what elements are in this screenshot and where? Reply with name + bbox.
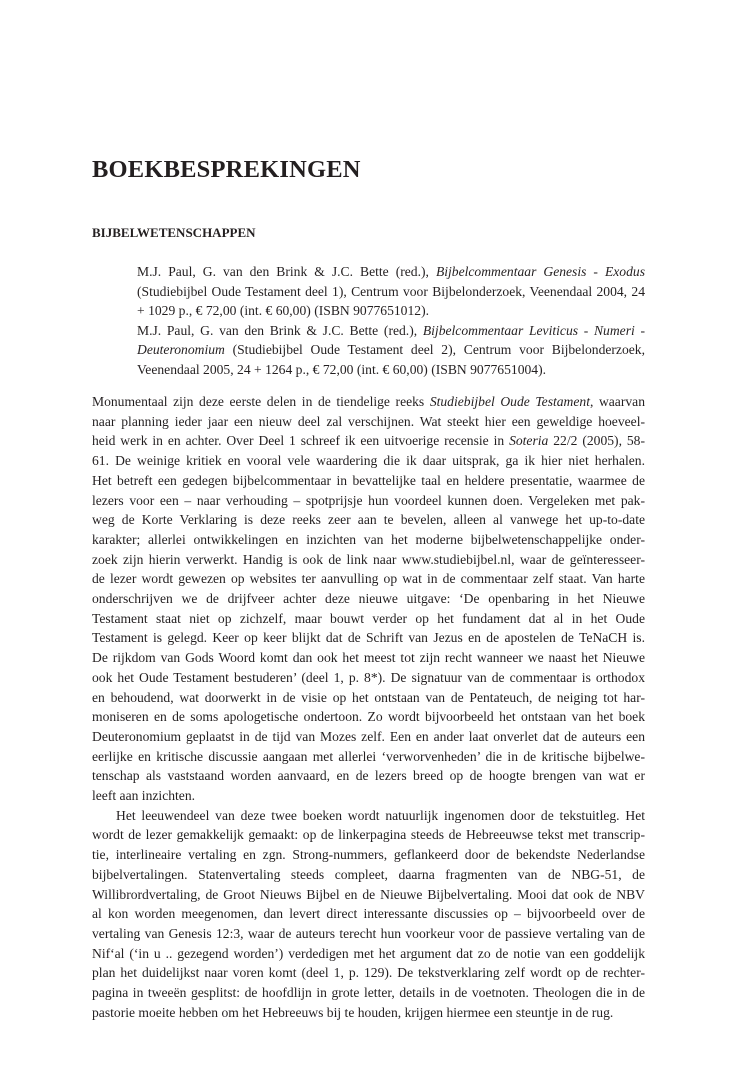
text-line — [92, 530, 645, 550]
text-run: naar planning ieder jaar een nieuw deel zal verschijnen. Wat steekt hier een geweldige hoeveel- — [92, 413, 645, 429]
book-reference-2 — [137, 321, 645, 380]
text-run: Testament staat niet op zichzelf, maar bouwt verder op het fundament dat al in het Oude — [92, 610, 645, 626]
text-line — [92, 924, 645, 944]
text-line — [92, 451, 645, 471]
text-line — [92, 845, 645, 865]
paragraph-2 — [92, 806, 645, 1023]
text-run: al kon worden meegenomen, dan levert direct interessante discussies op – bijvoorbeeld over de — [92, 906, 645, 922]
text-run: karakter; allerlei ontwikkelingen en inzichten van het moderne bijbelwetenschappelijke onder- — [92, 531, 645, 547]
reference-details: (Studiebijbel Oude Testament deel 1), Centrum voor Bijbelonderzoek, Veenendaal 2004, 24 + 1029 p., € 72,00 (int. € 60,00) (ISBN 9077651012). — [137, 283, 645, 319]
text-line — [92, 727, 645, 747]
text-run: bijbelvertalingen. Statenvertaling steeds compleet, daarna fragmenten van de NBG-51, de — [92, 866, 645, 882]
text-run: De rijkdom van Gods Woord komt dan ook het meest tot zijn recht wanneer we naast het Nieuwe — [92, 650, 645, 666]
text-line — [92, 392, 645, 412]
text-run: lezers voor een – naar verhouding – spotprijsje hun voordeel kunnen doen. Vergeleken met pak- — [92, 492, 645, 508]
text-run: pastorie moeite hebben om het Hebreeuws bij te houden, krijgen hiermee een steuntje in de rug. — [92, 1004, 614, 1020]
text-run: vertaling van Genesis 12:3, waar de auteurs terecht hun voorkeur voor de passieve vertaling van de — [92, 925, 645, 941]
reference-details: (Studiebijbel Oude Testament deel 2), Centrum voor Bijbelonderzoek, Veenendaal 2005, 24 + 1264 p., € 72,00 (int. € 60,00) (ISBN 9077651004). — [137, 342, 645, 377]
text-run: moniseren en de soms apologetische ondertoon. Zo wordt bijvoorbeeld het ontstaan van het boek — [92, 709, 645, 725]
text-line — [92, 747, 645, 767]
text-line — [92, 471, 645, 491]
text-run: weg de Korte Verklaring is deze reeks zeer aan te bevelen, alleen al vanwege het up-to-date — [92, 512, 645, 528]
text-run: pagina in tweeën gesplitst: de hoofdlijn in grote letter, details in de voetnoten. Theologen die in de — [92, 985, 645, 1001]
text-line — [92, 550, 645, 570]
text-line — [92, 648, 645, 668]
text-line — [92, 589, 645, 609]
page-title: BOEKBESPREKINGEN — [92, 156, 361, 183]
text-line — [92, 806, 645, 826]
text-run: tie, interlineaire vertaling en zgn. Strong-nummers, geflankeerd door de bekendste Nederlandse — [92, 847, 645, 863]
review-body — [92, 392, 645, 1023]
text-run: 22/2 (2005), 58- — [548, 433, 645, 449]
text-run: wordt de lezer gemakkelijk gemaakt: op de linkerpagina steeds de Hebreeuwse tekst met transcrip- — [92, 827, 645, 843]
text-run: Monumentaal zijn deze eerste delen in de tiendelige reeks — [92, 394, 430, 409]
text-run: eerlijke en kritische discussie aangaan met allerlei ‘verworvenheden’ die in de kritische bijbelwe- — [92, 748, 645, 764]
text-run: onderschrijven we de drijfveer achter deze nieuwe uitgave: ‘De openbaring in het Nieuwe — [92, 591, 645, 607]
text-line — [92, 786, 645, 806]
text-run: heid werk in en achter. Over Deel 1 schreef ik een uitvoerige recensie in — [92, 433, 510, 449]
text-run: , waarvan — [589, 394, 645, 409]
text-run: Het betreft een gedegen bijbelcommentaar in bevattelijke taal en heldere presentatie, waarmee de — [92, 472, 645, 488]
text-line — [92, 668, 645, 688]
text-line — [92, 510, 645, 530]
text-line — [92, 963, 645, 983]
paragraph-1 — [92, 392, 645, 806]
text-run: leeft aan inzichten. — [92, 788, 196, 804]
text-line — [92, 569, 645, 589]
text-line — [92, 1003, 645, 1023]
text-line — [92, 628, 645, 648]
reference-title: Bijbelcommentaar Leviticus - Numeri - Deuteronomium — [137, 322, 645, 358]
text-line — [92, 983, 645, 1003]
text-line — [92, 609, 645, 629]
text-run: Willibrordvertaling, de Groot Nieuws Bijbel en de Nieuwe Bijbelvertaling. Mooi dat ook de NBV — [92, 886, 645, 902]
text-run: de lezer wordt gewezen op websites ter aanvulling op wat in de commentaar zelf staat. Van harte — [92, 571, 645, 587]
text-run: zoek zijn hierin verwerkt. Handig is ook de link naar www.studiebijbel.nl, waar de geïnteresseer- — [92, 551, 645, 567]
text-run: tenschap als vaststaand worden aanvaard, en de lezers breed op de hoogte brengen van wat er — [92, 768, 645, 784]
text-line — [92, 491, 645, 511]
text-run: Nif‘al (‘in u .. gezegend worden’) verdedigen met het argument dat zo de notie van een goddelijk — [92, 945, 645, 961]
text-run: Testament is gelegd. Keer op keer blijkt dat de Schrift van Jezus en de apostelen de TeNaCH is. — [92, 630, 645, 646]
text-line — [92, 412, 645, 432]
text-line — [92, 431, 645, 451]
reference-authors: M.J. Paul, G. van den Brink & J.C. Bette (red.), — [137, 264, 436, 279]
text-run: ook het Oude Testament bestuderen’ (deel 1, p. 8*). De signatuur van de commentaar is orthodox — [92, 669, 645, 685]
text-run: Het leeuwendeel van deze twee boeken wordt natuurlijk ingenomen door de tekstuitleg. Het — [116, 807, 645, 823]
text-line — [92, 944, 645, 964]
book-reference-1 — [137, 262, 645, 321]
text-line — [92, 904, 645, 924]
text-run: 61. De weinige kritiek en vooral vele waardering die ik daar uitsprak, ga ik hier niet herhalen. — [92, 453, 645, 469]
text-run: en behoudend, wat doorwerkt in de visie op het ontstaan van de Pentateuch, de neiging tot har- — [92, 689, 645, 705]
text-run: Deuteronomium geplaatst in de tijd van Mozes zelf. Een en ander laat onverlet dat de auteurs een — [92, 728, 645, 744]
text-line — [92, 766, 645, 786]
text-run: plan het duidelijkst naar voren komt (deel 1, p. 129). De tekstverklaring zelf wordt op de rechter- — [92, 965, 645, 981]
text-line — [92, 825, 645, 845]
italic-title: Studiebijbel Oude Testament — [429, 394, 590, 409]
text-line — [92, 707, 645, 727]
section-heading: BIJBELWETENSCHAPPEN — [92, 225, 256, 240]
book-references — [137, 262, 645, 380]
text-line — [92, 865, 645, 885]
text-line — [92, 885, 645, 905]
reference-authors: M.J. Paul, G. van den Brink & J.C. Bette (red.), — [137, 322, 423, 338]
reference-title: Bijbelcommentaar Genesis - Exodus — [435, 264, 645, 279]
italic-title: Soteria — [509, 433, 549, 449]
text-line — [92, 688, 645, 708]
